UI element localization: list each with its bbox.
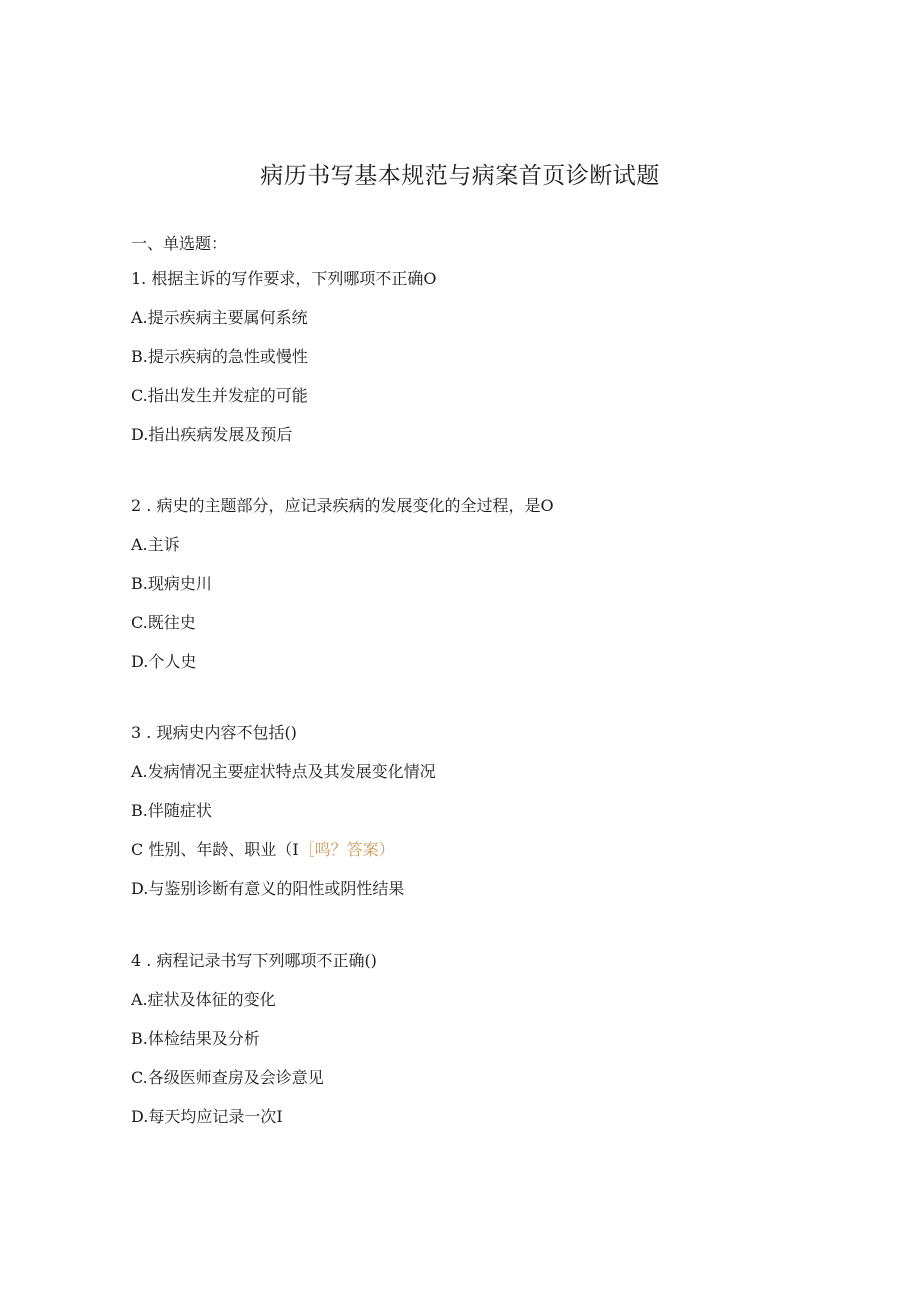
option-b: B.现病史川 bbox=[131, 574, 212, 593]
option-b: B.提示疾病的急性或慢性 bbox=[131, 347, 308, 366]
option-d: D.每天均应记录一次I bbox=[131, 1107, 283, 1126]
option-d: D.与鉴别诊断有意义的阳性或阴性结果 bbox=[131, 879, 405, 898]
option-b: B.伴随症状 bbox=[131, 801, 212, 820]
question-stem: 1. 根据主诉的写作要求，下列哪项不正确O bbox=[131, 269, 437, 288]
question-stem: 4 . 病程记录书写下列哪项不正确() bbox=[131, 951, 377, 970]
answer-note: ［鸣？答案） bbox=[298, 840, 395, 859]
question-stem: 3 . 现病史内容不包括() bbox=[131, 723, 297, 742]
option-a: A.提示疾病主要属何系统 bbox=[131, 308, 308, 327]
option-d: D.指出疾病发展及预后 bbox=[131, 425, 293, 444]
option-b: B.体检结果及分析 bbox=[131, 1029, 260, 1048]
option-c: C 性别、年龄、职业（I bbox=[131, 840, 299, 859]
section-heading: 一、单选题： bbox=[131, 234, 228, 253]
question-stem: 2 . 病史的主题部分，应记录疾病的发展变化的全过程，是O bbox=[131, 496, 554, 515]
option-a: A.症状及体征的变化 bbox=[131, 990, 276, 1009]
option-c: C.既往史 bbox=[131, 613, 196, 632]
option-c: C.指出发生并发症的可能 bbox=[131, 386, 308, 405]
option-a: A.发病情况主要症状特点及其发展变化情况 bbox=[131, 762, 436, 781]
option-c-row bbox=[131, 839, 395, 861]
option-c: C.各级医师查房及会诊意见 bbox=[131, 1068, 324, 1087]
page-title: 病历书写基本规范与病案首页诊断试题 bbox=[260, 163, 660, 189]
option-a: A.主诉 bbox=[131, 535, 180, 554]
option-d: D.个人史 bbox=[131, 652, 197, 671]
